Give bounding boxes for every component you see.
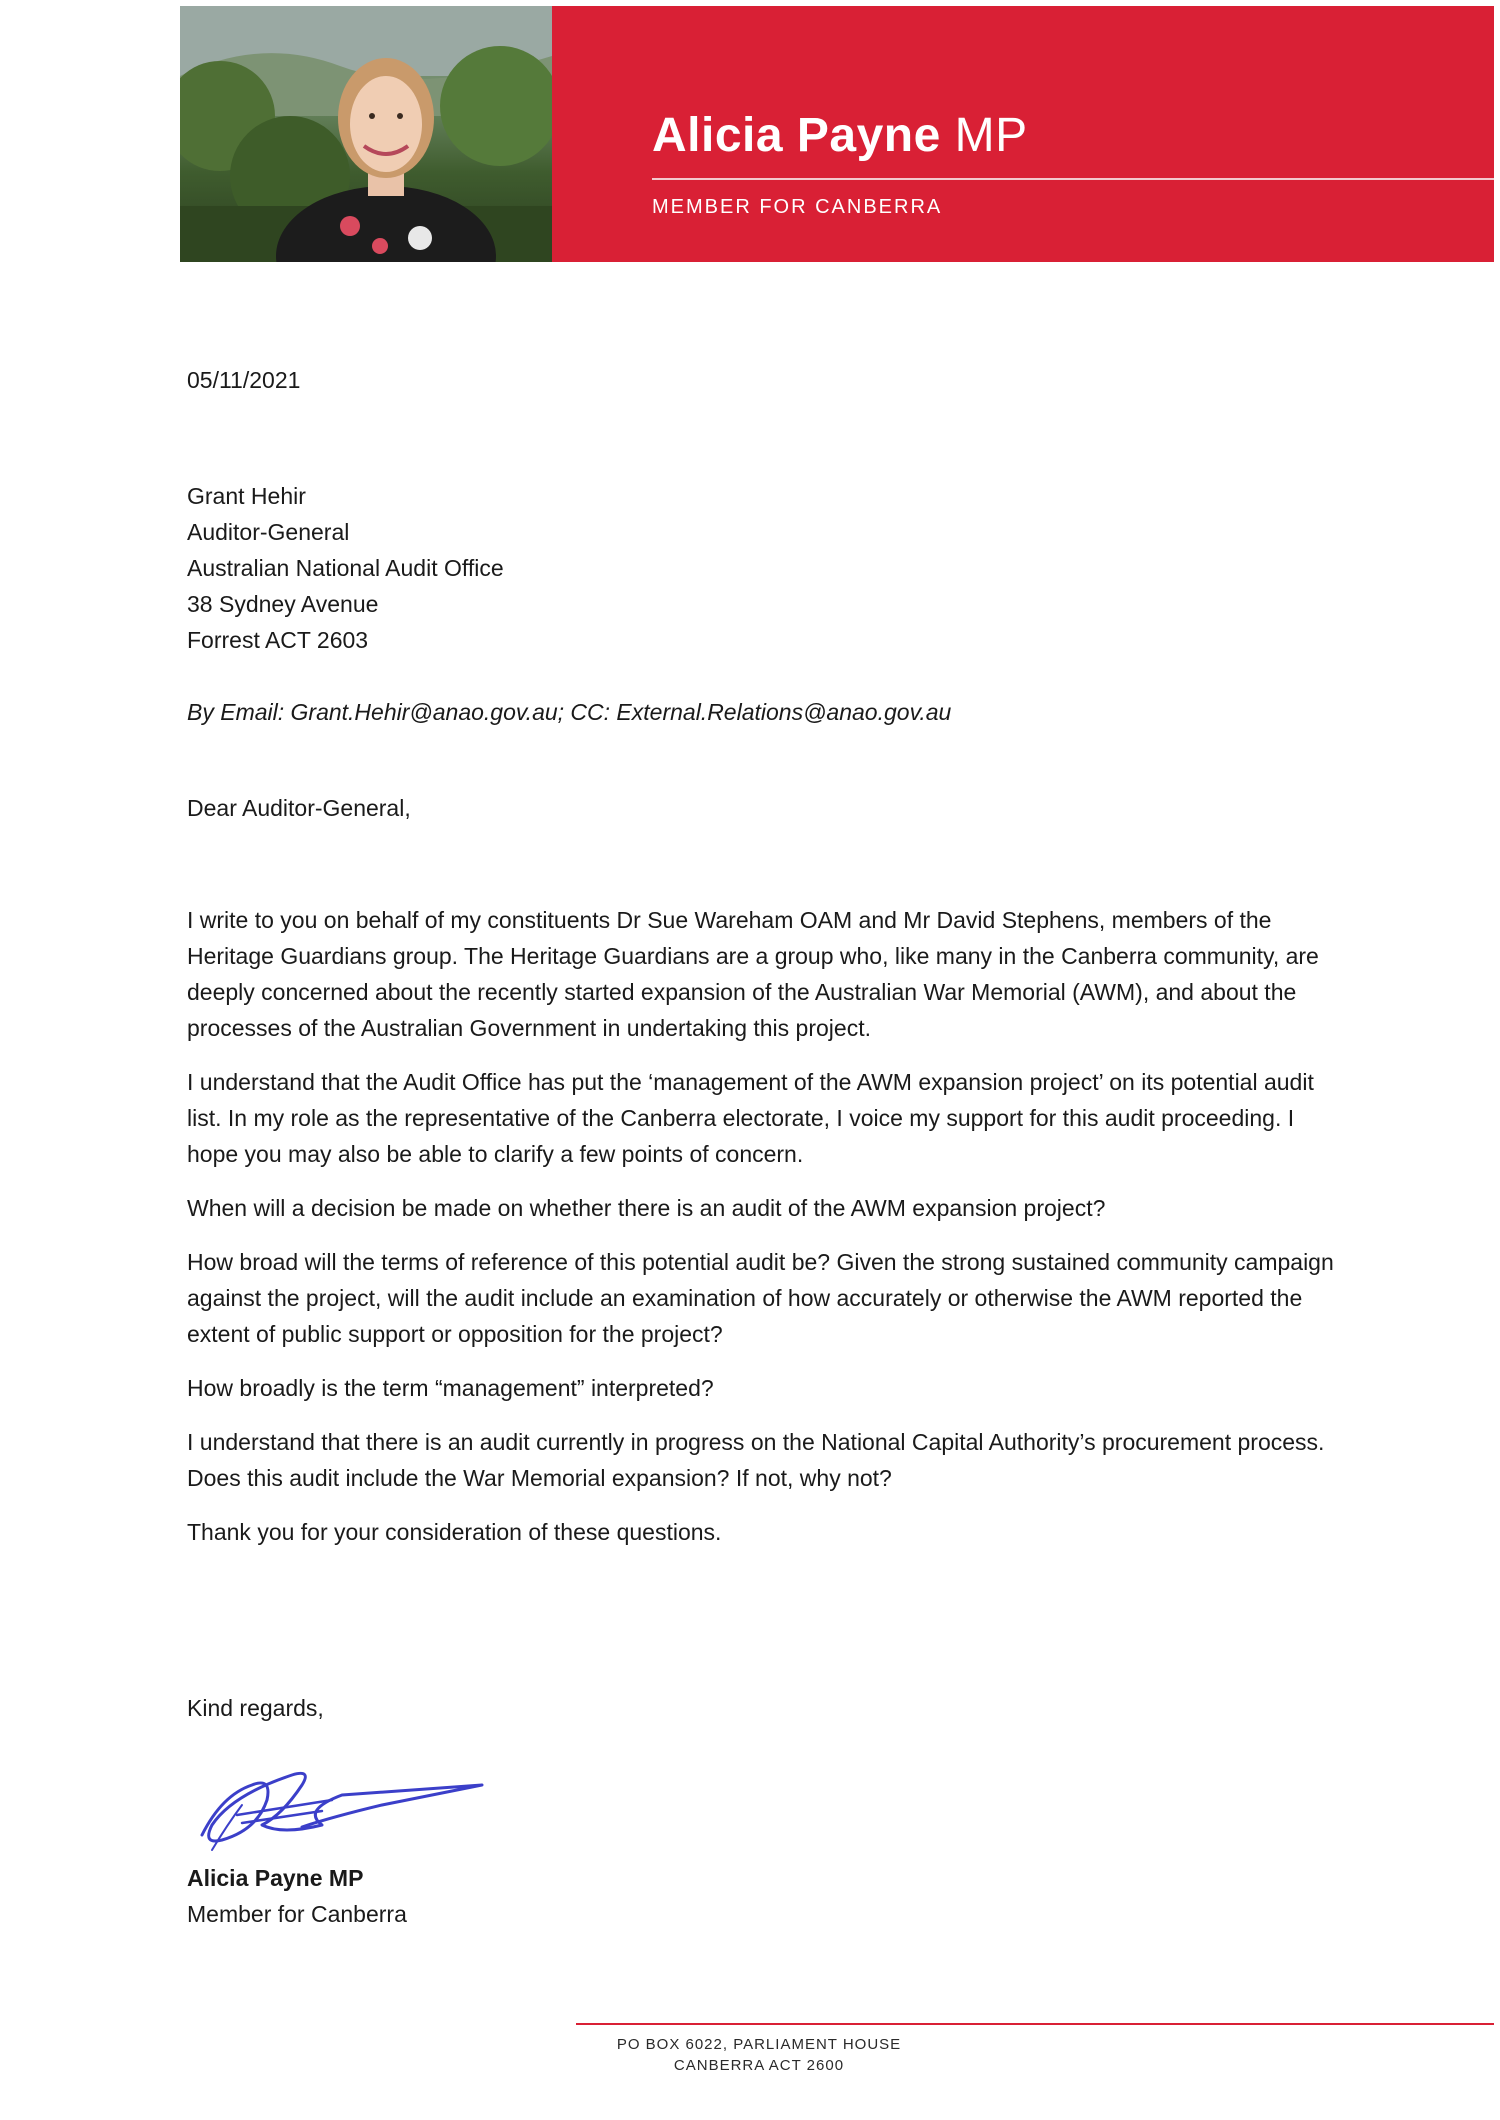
paragraph-introduction: I write to you on behalf of my constituents Dr Sue Wareham OAM and Mr David Stephens, members of the Heritage Guardians group. The Heritage Guardians are a group who, like many in the Canberra community, are deeply concerned about the recently started expansion of the Australian War Memorial (AWM), and about the processes of the Australian Government in undertaking this project. — [187, 907, 1319, 1041]
recipient-suburb: Forrest ACT 2603 — [187, 627, 369, 653]
email-line: By Email: Grant.Hehir@anao.gov.au; CC: External.Relations@anao.gov.au — [187, 699, 952, 725]
letter-body — [187, 902, 1337, 1568]
handwritten-signature — [182, 1755, 502, 1860]
recipient-title: Auditor-General — [187, 519, 350, 545]
footer-address-line-1: PO BOX 6022, PARLIAMENT HOUSE — [616, 2036, 902, 2053]
letterhead — [180, 6, 1494, 262]
letterhead-name: Alicia Payne MP — [652, 109, 1028, 162]
recipient-address — [187, 478, 504, 658]
footer-address-line-2: CANBERRA ACT 2600 — [673, 2057, 845, 2074]
letterhead-divider — [652, 178, 1494, 180]
footer-address — [576, 2034, 942, 2076]
letterhead-banner — [552, 6, 1494, 262]
paragraph-support: I understand that the Audit Office has put the ‘management of the AWM expansion project’ on its potential audit list. In my role as the representative of the Canberra electorate, I voice my support for this audit proceeding. I hope you may also be able to clarify a few points of concern. — [187, 1069, 1314, 1167]
footer-divider — [576, 2023, 1494, 2025]
salutation: Dear Auditor-General, — [187, 795, 411, 821]
closing: Kind regards, — [187, 1695, 324, 1721]
paragraph-question-scope: How broad will the terms of reference of this potential audit be? Given the strong sustained community campaign against the project, will the audit include an examination of how accurately or otherwise the AWM reported the extent of public support or opposition for the project? — [187, 1249, 1334, 1347]
recipient-name: Grant Hehir — [187, 483, 306, 509]
recipient-organisation: Australian National Audit Office — [187, 555, 504, 581]
paragraph-question-management: How broadly is the term “management” interpreted? — [187, 1375, 714, 1401]
paragraph-question-decision: When will a decision be made on whether there is an audit of the AWM expansion project? — [187, 1195, 1106, 1221]
signatory-name: Alicia Payne MP — [187, 1865, 364, 1891]
letter-date: 05/11/2021 — [187, 367, 301, 393]
portrait-illustration — [180, 6, 552, 262]
paragraph-question-nca: I understand that there is an audit currently in progress on the National Capital Authority’s procurement process. Does this audit include the War Memorial expansion? If not, why not? — [187, 1429, 1325, 1491]
paragraph-thanks: Thank you for your consideration of these questions. — [187, 1519, 722, 1545]
signatory-role: Member for Canberra — [187, 1901, 407, 1927]
recipient-street: 38 Sydney Avenue — [187, 591, 379, 617]
member-portrait-photo — [180, 6, 552, 262]
letterhead-role: MEMBER FOR CANBERRA — [652, 196, 943, 218]
